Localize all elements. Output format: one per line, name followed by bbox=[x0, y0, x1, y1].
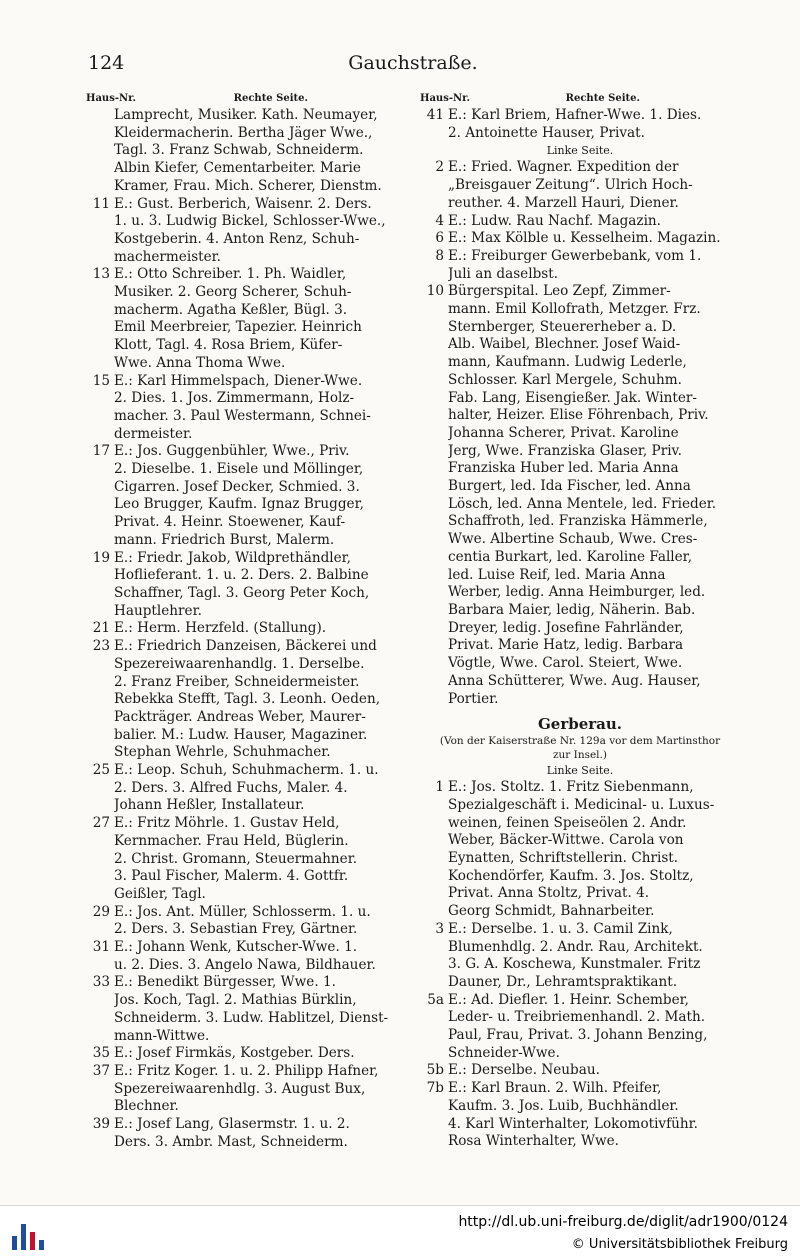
house-number: 8 bbox=[435, 247, 444, 264]
entry-line: Packträger. Andreas Weber, Maurer- bbox=[114, 708, 366, 725]
entry-line: Schneiderm. 3. Ludw. Hablitzel, Dienst- bbox=[114, 1009, 389, 1026]
entry-line: Johanna Scherer, Privat. Karoline bbox=[448, 424, 679, 441]
entry-line: Privat. Marie Hatz, ledig. Barbara bbox=[448, 637, 684, 654]
entry-text bbox=[114, 638, 408, 762]
house-entry bbox=[420, 213, 740, 231]
entry-text bbox=[114, 939, 408, 974]
house-entry bbox=[86, 939, 408, 974]
entry-line: E.: Fritz Koger. 1. u. 2. Philipp Hafner, bbox=[114, 1062, 379, 1079]
entry-line: Kochendörfer, Kaufm. 3. Jos. Stoltz, bbox=[448, 867, 694, 884]
house-number: 15 bbox=[92, 372, 110, 389]
left-side-label: Linke Seite. bbox=[546, 144, 614, 158]
entry-line: macherm. Agatha Keßler, Bügl. 3. bbox=[114, 301, 348, 318]
entry-line: Spezereiwaarenhandlg. 1. Derselbe. bbox=[114, 655, 365, 672]
entry-line: E.: Johann Wenk, Kutscher-Wwe. 1. bbox=[114, 939, 358, 956]
permalink-url[interactable]: http://dl.ub.uni-freiburg.de/diglit/adr1900/0124 bbox=[458, 1214, 788, 1230]
house-entry bbox=[86, 107, 408, 196]
entry-text bbox=[114, 107, 408, 196]
entry-line: macher. 3. Paul Westermann, Schnei- bbox=[114, 407, 371, 424]
entry-line: balier. M.: Ludw. Hauser, Magaziner. bbox=[114, 726, 368, 743]
house-entry bbox=[420, 1062, 740, 1080]
entry-text bbox=[114, 815, 408, 904]
house-entry bbox=[86, 550, 408, 621]
house-entry bbox=[420, 779, 740, 921]
house-entry bbox=[420, 1080, 740, 1151]
house-number: 17 bbox=[92, 443, 110, 460]
house-number: 3 bbox=[435, 920, 444, 937]
entry-text bbox=[114, 550, 408, 621]
entry-line: E.: Karl Himmelspach, Diener-Wwe. bbox=[114, 372, 363, 389]
entry-text bbox=[114, 762, 408, 815]
house-entry bbox=[86, 620, 408, 638]
entry-line: Privat. 4. Heinr. Stoewener, Kauf- bbox=[114, 514, 346, 531]
entry-line: dermeister. bbox=[114, 425, 193, 442]
house-entry bbox=[86, 762, 408, 815]
entry-line: Schaffner, Tagl. 3. Georg Peter Koch, bbox=[114, 584, 370, 601]
entry-text bbox=[114, 1116, 408, 1151]
entry-line: Bürgerspital. Leo Zepf, Zimmer- bbox=[448, 283, 671, 300]
house-entry bbox=[86, 904, 408, 939]
entry-line: E.: Josef Firmkäs, Kostgeber. Ders. bbox=[114, 1045, 355, 1062]
house-number: 19 bbox=[92, 549, 110, 566]
house-entry bbox=[86, 1063, 408, 1116]
footer bbox=[0, 1206, 800, 1260]
entry-line: 3. Paul Fischer, Malerm. 4. Gottfr. bbox=[114, 868, 349, 885]
house-entry bbox=[420, 248, 740, 283]
house-number: 33 bbox=[92, 974, 110, 991]
entry-line: Dreyer, ledig. Josefine Fahrländer, bbox=[448, 619, 684, 636]
entry-text bbox=[114, 1063, 408, 1116]
entry-line: Paul, Frau, Privat. 3. Johann Benzing, bbox=[448, 1027, 708, 1044]
entry-line: mann-Wittwe. bbox=[114, 1027, 210, 1044]
entry-line: Anna Schütterer, Wwe. Aug. Hauser, bbox=[448, 672, 701, 689]
right-side-heading: Rechte Seite. bbox=[565, 93, 640, 104]
entry-text bbox=[448, 779, 740, 921]
entry-line: centia Burkart, led. Karoline Faller, bbox=[448, 548, 693, 565]
entry-line: Rosa Winterhalter, Wwe. bbox=[448, 1133, 619, 1150]
entry-text bbox=[448, 107, 740, 142]
entry-line: 2. Antoinette Hauser, Privat. bbox=[448, 124, 645, 141]
house-number: 31 bbox=[92, 939, 110, 956]
house-number: 27 bbox=[92, 815, 110, 832]
entry-line: Musiker. 2. Georg Scherer, Schuh- bbox=[114, 284, 352, 301]
house-number: 21 bbox=[92, 620, 110, 637]
entry-line: Alb. Waibel, Blechner. Josef Waid- bbox=[448, 336, 681, 353]
entry-line: E.: Ludw. Rau Nachf. Magazin. bbox=[448, 212, 661, 229]
house-entry bbox=[420, 992, 740, 1063]
entry-line: u. 2. Dies. 3. Angelo Nawa, Bildhauer. bbox=[114, 956, 376, 973]
house-number: 7b bbox=[426, 1080, 444, 1097]
house-entry bbox=[420, 230, 740, 248]
entry-line: E.: Fritz Möhrle. 1. Gustav Held, bbox=[114, 815, 340, 832]
page-header bbox=[88, 52, 738, 78]
house-entry bbox=[86, 815, 408, 904]
entry-line: E.: Leop. Schuh, Schuhmacherm. 1. u. bbox=[114, 762, 379, 779]
entry-line: Kleidermacherin. Bertha Jäger Wwe., bbox=[114, 124, 373, 141]
left-column bbox=[86, 90, 408, 1151]
right-side-heading: Rechte Seite. bbox=[233, 93, 308, 104]
house-number: 4 bbox=[435, 212, 444, 229]
house-entry bbox=[86, 1045, 408, 1063]
entry-line: Privat. Anna Stoltz, Privat. 4. bbox=[448, 885, 650, 902]
right-entries-b bbox=[420, 159, 740, 708]
left-entries bbox=[86, 107, 408, 1151]
left-side-label-2: Linke Seite. bbox=[546, 764, 614, 778]
entry-line: E.: Otto Schreiber. 1. Ph. Waidler, bbox=[114, 266, 347, 283]
entry-text bbox=[114, 443, 408, 549]
house-entry bbox=[86, 196, 408, 267]
entry-text bbox=[114, 974, 408, 1045]
entry-line: weinen, feinen Speiseölen 2. Andr. bbox=[448, 814, 687, 831]
entry-line: 2. Dieselbe. 1. Eisele und Möllinger, bbox=[114, 461, 364, 478]
entry-line: Johann Heßler, Installateur. bbox=[114, 797, 305, 814]
entry-line: Georg Schmidt, Bahnarbeiter. bbox=[448, 903, 655, 920]
house-number: 5b bbox=[426, 1062, 444, 1079]
entry-line: E.: Ad. Diefler. 1. Heinr. Schember, bbox=[448, 991, 689, 1008]
house-number: 25 bbox=[92, 762, 110, 779]
house-entry bbox=[86, 443, 408, 549]
entry-line: Spezereiwaarenhdlg. 3. August Bux, bbox=[114, 1080, 366, 1097]
entry-line: Franziska Huber led. Maria Anna bbox=[448, 460, 679, 477]
entry-line: halter, Heizer. Elise Föhrenbach, Priv. bbox=[448, 407, 709, 424]
house-entry bbox=[86, 1116, 408, 1151]
entry-line: Stephan Wehrle, Schuhmacher. bbox=[114, 744, 331, 761]
page-title: Gauchstraße. bbox=[348, 52, 478, 74]
entry-text bbox=[114, 620, 408, 638]
library-logo-icon bbox=[8, 1214, 48, 1254]
house-number: 11 bbox=[92, 195, 110, 212]
entry-line: 2. Christ. Gromann, Steuermahner. bbox=[114, 850, 358, 867]
entry-line: 2. Ders. 3. Sebastian Frey, Gärtner. bbox=[114, 921, 358, 938]
house-number: 23 bbox=[92, 638, 110, 655]
entry-text bbox=[448, 230, 740, 248]
entry-line: E.: Derselbe. Neubau. bbox=[448, 1062, 600, 1079]
entry-line: E.: Herm. Herzfeld. (Stallung). bbox=[114, 620, 327, 637]
entry-line: E.: Fried. Wagner. Expedition der bbox=[448, 159, 679, 176]
entry-line: Blechner. bbox=[114, 1098, 179, 1115]
entry-text bbox=[448, 921, 740, 992]
section-note-2: zur Insel.) bbox=[553, 749, 607, 762]
entry-line: Albin Kiefer, Cementarbeiter. Marie bbox=[114, 160, 361, 177]
entry-line: E.: Karl Braun. 2. Wilh. Pfeifer, bbox=[448, 1080, 662, 1097]
house-number: 41 bbox=[426, 107, 444, 123]
entry-line: Spezialgeschäft i. Medicinal- u. Luxus- bbox=[448, 796, 715, 813]
entry-line: E.: Gust. Berberich, Waisenr. 2. Ders. bbox=[114, 195, 372, 212]
house-number bbox=[86, 107, 114, 196]
right-column bbox=[420, 90, 740, 1151]
house-number-heading: Haus-Nr. bbox=[420, 93, 470, 104]
entry-line: E.: Josef Lang, Glasermstr. 1. u. 2. bbox=[114, 1116, 350, 1133]
entry-line: Vögtle, Wwe. Carol. Steiert, Wwe. bbox=[448, 655, 683, 672]
entry-text bbox=[448, 1080, 740, 1151]
entry-line: Hoflieferant. 1. u. 2. Ders. 2. Balbine bbox=[114, 567, 369, 584]
entry-line: E.: Friedrich Danzeisen, Bäckerei und bbox=[114, 638, 377, 655]
entry-line: Leder- u. Treibriemenhandl. 2. Math. bbox=[448, 1009, 706, 1026]
page-number: 124 bbox=[88, 52, 125, 74]
entry-line: mann. Emil Kollofrath, Metzger. Frz. bbox=[448, 301, 701, 318]
house-number: 6 bbox=[435, 230, 444, 247]
entry-line: Leo Brugger, Kaufm. Ignaz Brugger, bbox=[114, 496, 364, 513]
house-number: 5a bbox=[427, 991, 444, 1008]
entry-line: Emil Meerbreier, Tapezier. Heinrich bbox=[114, 319, 362, 336]
right-column-header bbox=[420, 90, 740, 107]
right-entries-a bbox=[420, 107, 740, 142]
section-note: (Von der Kaiserstraße Nr. 129a vor dem Martinsthor bbox=[439, 735, 721, 748]
entry-text bbox=[448, 1062, 740, 1080]
entry-line: Schlosser. Karl Mergele, Schuhm. bbox=[448, 371, 682, 388]
entry-line: E.: Benedikt Bürgesser, Wwe. 1. bbox=[114, 974, 336, 991]
entry-line: E.: Karl Briem, Hafner-Wwe. 1. Dies. bbox=[448, 107, 702, 123]
house-entry bbox=[420, 159, 740, 212]
entry-text bbox=[114, 904, 408, 939]
section-title: Gerberau. bbox=[537, 715, 623, 734]
entry-line: E.: Jos. Ant. Müller, Schlosserm. 1. u. bbox=[114, 903, 371, 920]
house-number: 35 bbox=[92, 1045, 110, 1062]
right-entries-c bbox=[420, 779, 740, 1151]
entry-line: Schaffroth, led. Franziska Hämmerle, bbox=[448, 513, 708, 530]
entry-line: Blumenhdlg. 2. Andr. Rau, Architekt. bbox=[448, 938, 703, 955]
house-entry bbox=[86, 266, 408, 372]
entry-line: Dauner, Dr., Lehramtspraktikant. bbox=[448, 973, 678, 990]
entry-line: 3. G. A. Koschewa, Kunstmaler. Fritz bbox=[448, 956, 701, 973]
house-number: 13 bbox=[92, 266, 110, 283]
entry-line: Juli an daselbst. bbox=[448, 265, 559, 282]
entry-line: Werber, ledig. Anna Heimburger, led. bbox=[448, 584, 706, 601]
entry-line: E.: Jos. Stoltz. 1. Fritz Siebenmann, bbox=[448, 779, 694, 796]
entry-line: Jos. Koch, Tagl. 2. Mathias Bürklin, bbox=[114, 992, 357, 1009]
house-number: 37 bbox=[92, 1062, 110, 1079]
entry-line: Jerg, Wwe. Franziska Glaser, Priv. bbox=[448, 442, 682, 459]
entry-line: Klott, Tagl. 4. Rosa Briem, Küfer- bbox=[114, 337, 343, 354]
entry-line: 2. Dies. 1. Jos. Zimmermann, Holz- bbox=[114, 390, 355, 407]
entry-line: 2. Franz Freiber, Schneidermeister. bbox=[114, 673, 360, 690]
entry-text bbox=[114, 373, 408, 444]
entry-text bbox=[448, 159, 740, 212]
entry-line: 4. Karl Winterhalter, Lokomotivführ. bbox=[448, 1115, 698, 1132]
entry-line: Burgert, led. Ida Fischer, led. Anna bbox=[448, 478, 691, 495]
entry-line: machermeister. bbox=[114, 248, 221, 265]
entry-line: mann, Kaufmann. Ludwig Lederle, bbox=[448, 354, 687, 371]
entry-text bbox=[448, 992, 740, 1063]
house-number: 10 bbox=[426, 283, 444, 300]
entry-line: reuther. 4. Marzell Hauri, Diener. bbox=[448, 194, 679, 211]
house-number: 39 bbox=[92, 1116, 110, 1133]
entry-text bbox=[448, 213, 740, 231]
copyright-notice: © Universitätsbibliothek Freiburg bbox=[571, 1237, 788, 1252]
entry-line: Kernmacher. Frau Held, Büglerin. bbox=[114, 832, 349, 849]
entry-line: Lamprecht, Musiker. Kath. Neumayer, bbox=[114, 107, 378, 123]
entry-line: mann. Friedrich Burst, Malerm. bbox=[114, 531, 335, 548]
entry-line: Portier. bbox=[448, 690, 499, 707]
entry-line: Schneider-Wwe. bbox=[448, 1044, 560, 1061]
entry-line: Barbara Maier, ledig, Näherin. Bab. bbox=[448, 601, 696, 618]
entry-line: Weber, Bäcker-Wittwe. Carola von bbox=[448, 832, 684, 849]
entry-line: Eynatten, Schriftstellerin. Christ. bbox=[448, 850, 679, 867]
entry-text bbox=[114, 1045, 408, 1063]
entry-line: Geißler, Tagl. bbox=[114, 885, 206, 902]
house-number: 1 bbox=[435, 779, 444, 796]
entry-line: Sternberger, Steuererheber a. D. bbox=[448, 318, 677, 335]
entry-text bbox=[448, 248, 740, 283]
entry-line: E.: Freiburger Gewerbebank, vom 1. bbox=[448, 247, 702, 264]
house-entry bbox=[86, 638, 408, 762]
entry-line: Wwe. Albertine Schaub, Wwe. Cres- bbox=[448, 531, 698, 548]
entry-line: Wwe. Anna Thoma Wwe. bbox=[114, 354, 286, 371]
entry-text bbox=[448, 283, 740, 708]
house-entry bbox=[420, 107, 740, 142]
entry-line: Hauptlehrer. bbox=[114, 602, 202, 619]
entry-line: Fab. Lang, Eisengießer. Jak. Winter- bbox=[448, 389, 697, 406]
house-number: 2 bbox=[435, 159, 444, 176]
house-entry bbox=[420, 921, 740, 992]
entry-line: E.: Max Kölble u. Kesselheim. Magazin. bbox=[448, 230, 721, 247]
entry-line: Kaufm. 3. Jos. Luib, Buchhändler. bbox=[448, 1097, 679, 1114]
entry-line: E.: Friedr. Jakob, Wildprethändler, bbox=[114, 549, 352, 566]
entry-line: E.: Derselbe. 1. u. 3. Camil Zink, bbox=[448, 920, 673, 937]
entry-text bbox=[114, 266, 408, 372]
entry-line: 1. u. 3. Ludwig Bickel, Schlosser-Wwe., bbox=[114, 213, 386, 230]
house-entry bbox=[86, 373, 408, 444]
house-number: 29 bbox=[92, 903, 110, 920]
entry-line: „Breisgauer Zeitung“. Ulrich Hoch- bbox=[448, 177, 693, 194]
entry-line: Kramer, Frau. Mich. Scherer, Dienstm. bbox=[114, 177, 382, 194]
entry-line: led. Luise Reif, led. Maria Anna bbox=[448, 566, 666, 583]
entry-line: Ders. 3. Ambr. Mast, Schneiderm. bbox=[114, 1133, 348, 1150]
entry-line: Tagl. 3. Franz Schwab, Schneiderm. bbox=[114, 142, 364, 159]
house-entry bbox=[86, 974, 408, 1045]
entry-line: Rebekka Stefft, Tagl. 3. Leonh. Oeden, bbox=[114, 691, 381, 708]
left-column-header bbox=[86, 90, 408, 107]
entry-line: Cigarren. Josef Decker, Schmied. 3. bbox=[114, 478, 360, 495]
entry-line: 2. Ders. 3. Alfred Fuchs, Maler. 4. bbox=[114, 779, 348, 796]
entry-text bbox=[114, 196, 408, 267]
house-number-heading: Haus-Nr. bbox=[86, 93, 136, 104]
house-entry bbox=[420, 283, 740, 708]
entry-line: Lösch, led. Anna Mentele, led. Frieder. bbox=[448, 495, 717, 512]
entry-line: Kostgeberin. 4. Anton Renz, Schuh- bbox=[114, 230, 360, 247]
entry-line: E.: Jos. Guggenbühler, Wwe., Priv. bbox=[114, 443, 350, 460]
